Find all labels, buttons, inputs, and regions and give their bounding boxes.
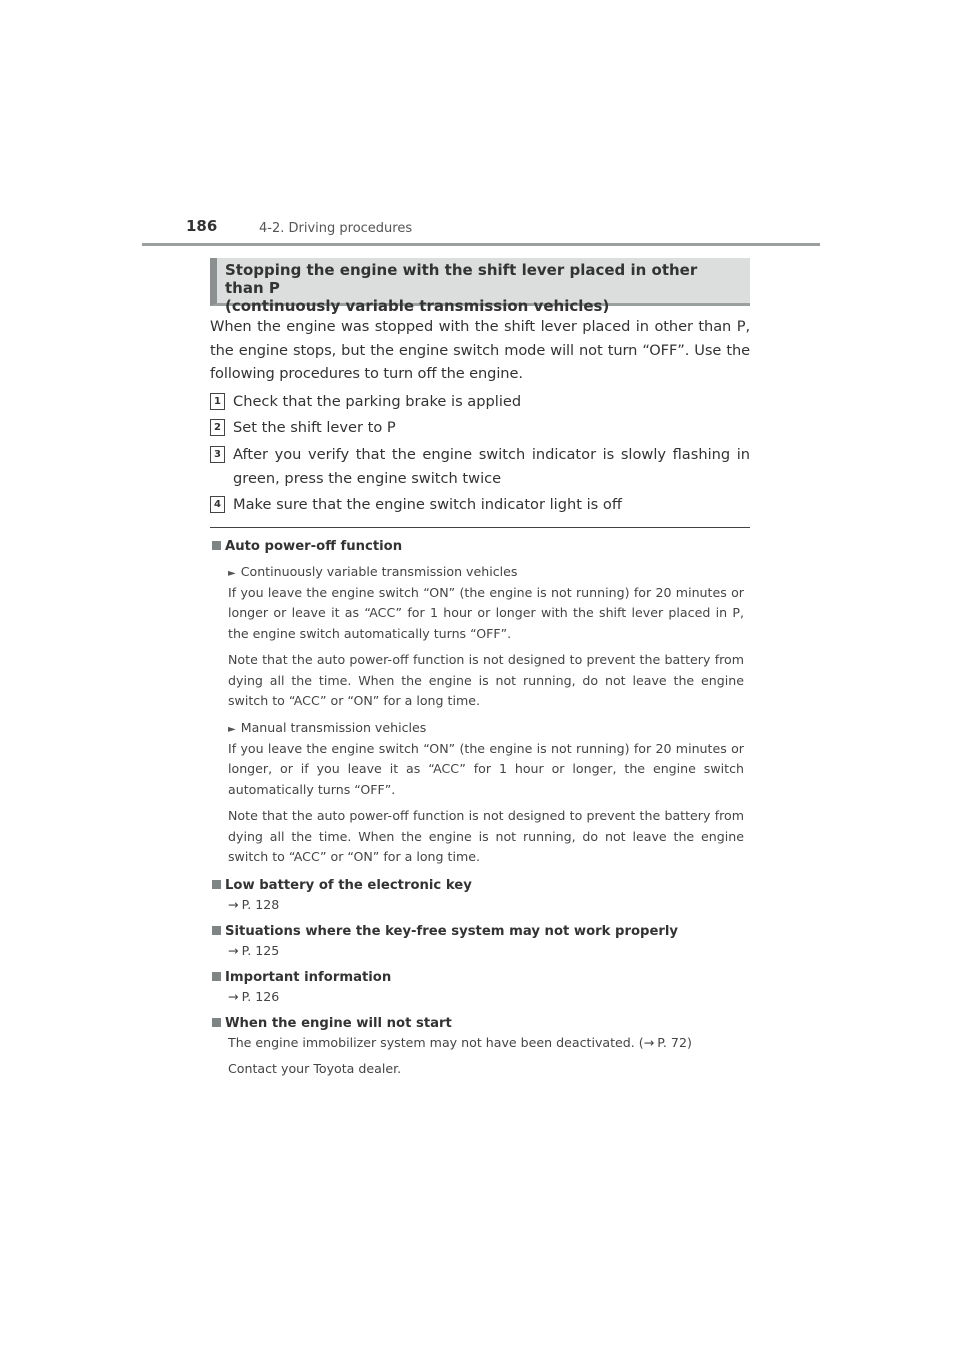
section-label: 4-2. Driving procedures (259, 221, 413, 236)
step-number-badge: 2 (210, 419, 225, 436)
cvt-paragraph-1: If you leave the engine switch “ON” (the engine is not running) for 20 minutes or longer or leave it as “ACC” for 1 hour or longer with the shift lever placed in P, the engine switch automatically turns “OFF”. (228, 584, 744, 641)
note-heading-not-start: When the engine will not start (210, 1015, 750, 1033)
mt-subheading: ► Manual transmission vehicles (228, 719, 427, 735)
title-line-2: (continuously variable transmission vehicles) (225, 297, 610, 315)
step-item (210, 390, 750, 414)
square-bullet-icon (212, 880, 221, 889)
square-bullet-icon (212, 926, 221, 935)
step-number-badge: 4 (210, 496, 225, 513)
page-reference-link[interactable]: P. 72 (657, 1034, 687, 1050)
note-heading-situations: Situations where the key-free system may not work properly (210, 923, 750, 941)
step-text: Make sure that the engine switch indicator light is off (233, 496, 622, 514)
header-rule (142, 243, 820, 246)
page-header (0, 0, 960, 250)
note-heading-important: Important information (210, 969, 750, 987)
arrow-right-icon: → (228, 942, 239, 958)
triangle-bullet-icon: ► (228, 723, 236, 735)
mt-paragraph-1: If you leave the engine switch “ON” (the engine is not running) for 20 minutes or longer, or if you leave it as “ACC” for 1 hour or longer, the engine switch automatically turns “OFF”. (228, 740, 744, 797)
triangle-bullet-icon: ► (228, 567, 236, 579)
intro-paragraph: When the engine was stopped with the shift lever placed in other than P, the engine stops, but the engine switch mode will not turn “OFF”. Use the following procedures to turn off the engine. (210, 318, 750, 383)
square-bullet-icon (212, 541, 221, 550)
step-number-badge: 1 (210, 393, 225, 410)
arrow-right-icon: → (228, 896, 239, 912)
not-start-paragraph-1: The engine immobilizer system may not have been deactivated. (→ P. 72) (228, 1034, 692, 1050)
mt-paragraph-2: Note that the auto power-off function is not designed to prevent the battery from dying all the time. When the engine is not running, do not leave the engine switch to “ACC” or “ON” for a long time. (228, 808, 744, 865)
page-number: 186 (186, 217, 218, 235)
step-text: Set the shift lever to P (233, 419, 396, 437)
note-heading-auto-power-off: Auto power-off function (210, 538, 750, 556)
content (210, 258, 750, 1080)
square-bullet-icon (212, 972, 221, 981)
arrow-right-icon: → (643, 1034, 655, 1050)
page-reference-link[interactable]: → P. 126 (228, 988, 280, 1004)
cvt-subheading: ► Continuously variable transmission vehicles (228, 563, 518, 579)
note-heading-low-battery: Low battery of the electronic key (210, 877, 750, 895)
step-number-badge: 3 (210, 446, 225, 463)
arrow-right-icon: → (228, 988, 239, 1004)
section-title-box (210, 258, 750, 315)
page-reference-link[interactable]: → P. 128 (228, 896, 280, 912)
page-reference-link[interactable]: → P. 125 (228, 942, 280, 958)
step-item (210, 416, 750, 440)
steps-list (210, 390, 750, 517)
step-item (210, 443, 750, 490)
step-text: Check that the parking brake is applied (233, 392, 522, 410)
notes-divider (210, 527, 750, 528)
cvt-paragraph-2: Note that the auto power-off function is not designed to prevent the battery from dying all the time. When the engine is not running, do not leave the engine switch to “ACC” or “ON” for a long time. (228, 652, 744, 709)
square-bullet-icon (212, 1018, 221, 1027)
title-line-1: Stopping the engine with the shift lever placed in other than P (225, 261, 698, 297)
notes-section (210, 538, 750, 1080)
not-start-paragraph-2: Contact your Toyota dealer. (228, 1061, 402, 1077)
step-text: After you verify that the engine switch indicator is slowly flashing in green, press the engine switch twice (233, 445, 750, 487)
step-item (210, 493, 750, 517)
